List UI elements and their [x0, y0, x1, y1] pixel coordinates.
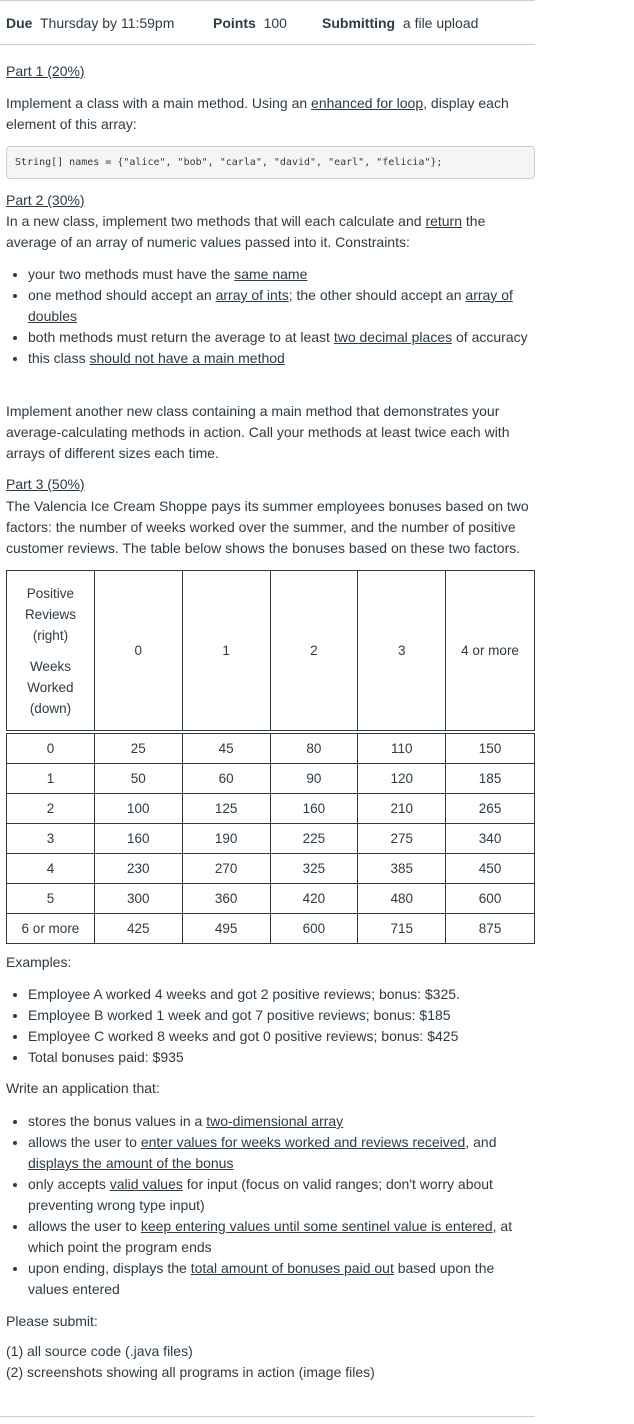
table-row [7, 764, 535, 794]
list-item [28, 1174, 531, 1216]
list-item [28, 327, 531, 348]
bonus-cell: 185 [446, 764, 535, 794]
bonus-cell: 25 [94, 734, 182, 764]
list-item-text: of accuracy [452, 329, 528, 345]
bonus-cell: 270 [182, 854, 270, 884]
part1-heading: Part 1 (20%) [6, 63, 85, 79]
bonus-cell: 80 [270, 734, 358, 764]
part3-heading: Part 3 (50%) [6, 476, 85, 492]
bonus-cell: 450 [446, 854, 535, 884]
table-row [7, 914, 535, 944]
submit-item: (2) screenshots showing all programs in action (image files) [6, 1364, 375, 1380]
part1-text-b: , display each element of this array: [6, 95, 509, 132]
bonus-cell: 60 [182, 764, 270, 794]
list-item-text: , at which point the program ends [28, 1218, 513, 1255]
list-item-text: ; the other should accept an [288, 287, 466, 303]
bonus-cell: 600 [446, 884, 535, 914]
list-item-text: , and [465, 1134, 497, 1150]
column-header: 2 [270, 571, 358, 731]
sentinel-value-link[interactable]: keep entering values until some sentinel value is entered [140, 1218, 493, 1234]
valid-values-link[interactable]: valid values [109, 1176, 183, 1192]
submission-type [322, 15, 478, 31]
examples-list [6, 984, 531, 1068]
bonus-cell: 160 [270, 794, 358, 824]
list-item: • Employee A worked 4 weeks and got 2 positive reviews; bonus: $325. [28, 984, 531, 1005]
array-of-doubles-link[interactable]: array of doubles [28, 287, 513, 324]
column-header: 3 [358, 571, 446, 731]
submit-label: Please submit: [6, 1313, 98, 1329]
bonus-cell: 425 [94, 914, 182, 944]
bonus-cell: 100 [94, 794, 182, 824]
part2-heading: Part 2 (30%) [6, 192, 85, 208]
points-value: 100 [263, 15, 287, 31]
list-item [28, 1258, 531, 1300]
corner-line: (down) [29, 700, 72, 716]
list-item-text: upon ending, displays the [28, 1260, 191, 1276]
part1-text [6, 93, 531, 135]
list-item-text: both methods must return the average to at least [28, 329, 334, 345]
row-label: 2 [7, 794, 95, 824]
bonus-cell: 125 [182, 794, 270, 824]
row-label: 1 [7, 764, 95, 794]
list-item-text: one method should accept an [28, 287, 216, 303]
part2-outro: Implement another new class containing a main method that demonstrates your average-calculating methods in action. Call your methods at least twice each with arrays of different sizes each time. [6, 403, 510, 461]
corner-line: Reviews [24, 606, 76, 622]
constraints-list [6, 264, 531, 369]
table-corner-cell [7, 571, 95, 731]
write-label: Write an application that: [6, 1080, 160, 1096]
bonus-cell: 875 [446, 914, 535, 944]
display-bonus-link[interactable]: displays the amount of the bonus [28, 1155, 234, 1171]
examples-label: Examples: [6, 954, 72, 970]
bonus-cell: 45 [182, 734, 270, 764]
bonus-cell: 715 [358, 914, 446, 944]
column-header: 4 or more [446, 571, 535, 731]
return-link[interactable]: return [425, 213, 463, 229]
bonus-cell: 340 [446, 824, 535, 854]
bonus-cell: 90 [270, 764, 358, 794]
list-item-text: allows the user to [28, 1218, 141, 1234]
table-row [7, 794, 535, 824]
bonus-cell: 275 [358, 824, 446, 854]
bonus-cell: 360 [182, 884, 270, 914]
total-bonuses-link[interactable]: total amount of bonuses paid out [190, 1260, 394, 1276]
part2-intro-a: In a new class, implement two methods that will each calculate and [6, 213, 426, 229]
corner-line: Worked [27, 679, 74, 695]
list-item: • Employee C worked 8 weeks and got 0 positive reviews; bonus: $425 [28, 1026, 531, 1047]
points [213, 15, 287, 31]
table-header-row [7, 571, 535, 731]
table-row [7, 884, 535, 914]
column-header: 0 [94, 571, 182, 731]
two-decimal-places-link[interactable]: two decimal places [333, 329, 453, 345]
enhanced-for-loop-link[interactable]: enhanced for loop [311, 95, 424, 111]
same-name-link[interactable]: same name [234, 266, 308, 282]
part2-intro [6, 211, 531, 253]
bonus-cell: 150 [446, 734, 535, 764]
row-label: 5 [7, 884, 95, 914]
bonus-cell: 120 [358, 764, 446, 794]
list-item-text: for input (focus on valid ranges; don't worry about preventing wrong type input) [28, 1176, 493, 1213]
list-item-text: your two methods must have the [28, 266, 235, 282]
column-header: 1 [182, 571, 270, 731]
list-item [28, 264, 531, 285]
part3-intro: The Valencia Ice Cream Shoppe pays its summer employees bonuses based on two factors: the number of weeks worked over the summer, and the number of positive customer reviews. The table below shows the bonuses based on these two factors. [6, 498, 529, 556]
bonus-table [6, 570, 535, 944]
bonus-cell: 600 [270, 914, 358, 944]
bonus-cell: 495 [182, 914, 270, 944]
row-label: 6 or more [7, 914, 95, 944]
corner-line: Positive [26, 585, 75, 601]
list-item-text: this class [28, 350, 90, 366]
no-main-method-link[interactable]: should not have a main method [89, 350, 285, 366]
corner-line: (right) [32, 627, 69, 643]
bonus-cell: 190 [182, 824, 270, 854]
list-item [28, 1216, 531, 1258]
bonus-cell: 265 [446, 794, 535, 824]
list-item [28, 285, 531, 327]
list-item-text: based upon the values entered [28, 1260, 495, 1297]
bonus-cell: 230 [94, 854, 182, 884]
list-item: • Total bonuses paid: $935 [28, 1047, 531, 1068]
part1-text-a: Implement a class with a main method. Using an [6, 95, 312, 111]
bonus-cell: 50 [94, 764, 182, 794]
bonus-cell: 385 [358, 854, 446, 884]
bottom-divider [0, 1416, 535, 1417]
list-item-text: stores the bonus values in a [28, 1113, 207, 1129]
row-label: 4 [7, 854, 95, 884]
array-of-ints-link[interactable]: array of ints [215, 287, 289, 303]
requirements-list [6, 1111, 531, 1300]
table-row [7, 824, 535, 854]
code-block: String[] names = {"alice", "bob", "carla", "david", "earl", "felicia"}; [6, 146, 535, 179]
list-item [28, 348, 531, 369]
enter-values-link[interactable]: enter values for weeks worked and reviews received [140, 1134, 466, 1150]
bonus-table-body [7, 734, 535, 944]
bonus-cell: 210 [358, 794, 446, 824]
due-date [6, 15, 174, 31]
two-dimensional-array-link[interactable]: two-dimensional array [206, 1113, 344, 1129]
table-row [7, 734, 535, 764]
bonus-cell: 420 [270, 884, 358, 914]
bonus-cell: 160 [94, 824, 182, 854]
row-label: 3 [7, 824, 95, 854]
due-value: Thursday by 11:59pm [39, 15, 175, 31]
list-item: • Employee B worked 1 week and got 7 positive reviews; bonus: $185 [28, 1005, 531, 1026]
bonus-cell: 110 [358, 734, 446, 764]
list-item [28, 1132, 531, 1174]
submit-item: (1) all source code (.java files) [6, 1343, 193, 1359]
points-label: Points [213, 15, 256, 31]
list-item [28, 1111, 531, 1132]
bonus-cell: 325 [270, 854, 358, 884]
row-label: 0 [7, 734, 95, 764]
submit-list [6, 1341, 531, 1383]
bonus-cell: 225 [270, 824, 358, 854]
part2-intro-b: the average of an array of numeric values passed into it. Constraints: [6, 213, 486, 250]
submitting-label: Submitting [322, 15, 396, 31]
corner-line: Weeks [29, 658, 71, 674]
list-item-text: only accepts [28, 1176, 110, 1192]
submitting-value: a file upload [402, 15, 479, 31]
due-label: Due [6, 15, 33, 31]
assignment-details-bar [0, 0, 535, 45]
bonus-cell: 300 [94, 884, 182, 914]
list-item-text: allows the user to [28, 1134, 141, 1150]
table-row [7, 854, 535, 884]
bonus-cell: 480 [358, 884, 446, 914]
